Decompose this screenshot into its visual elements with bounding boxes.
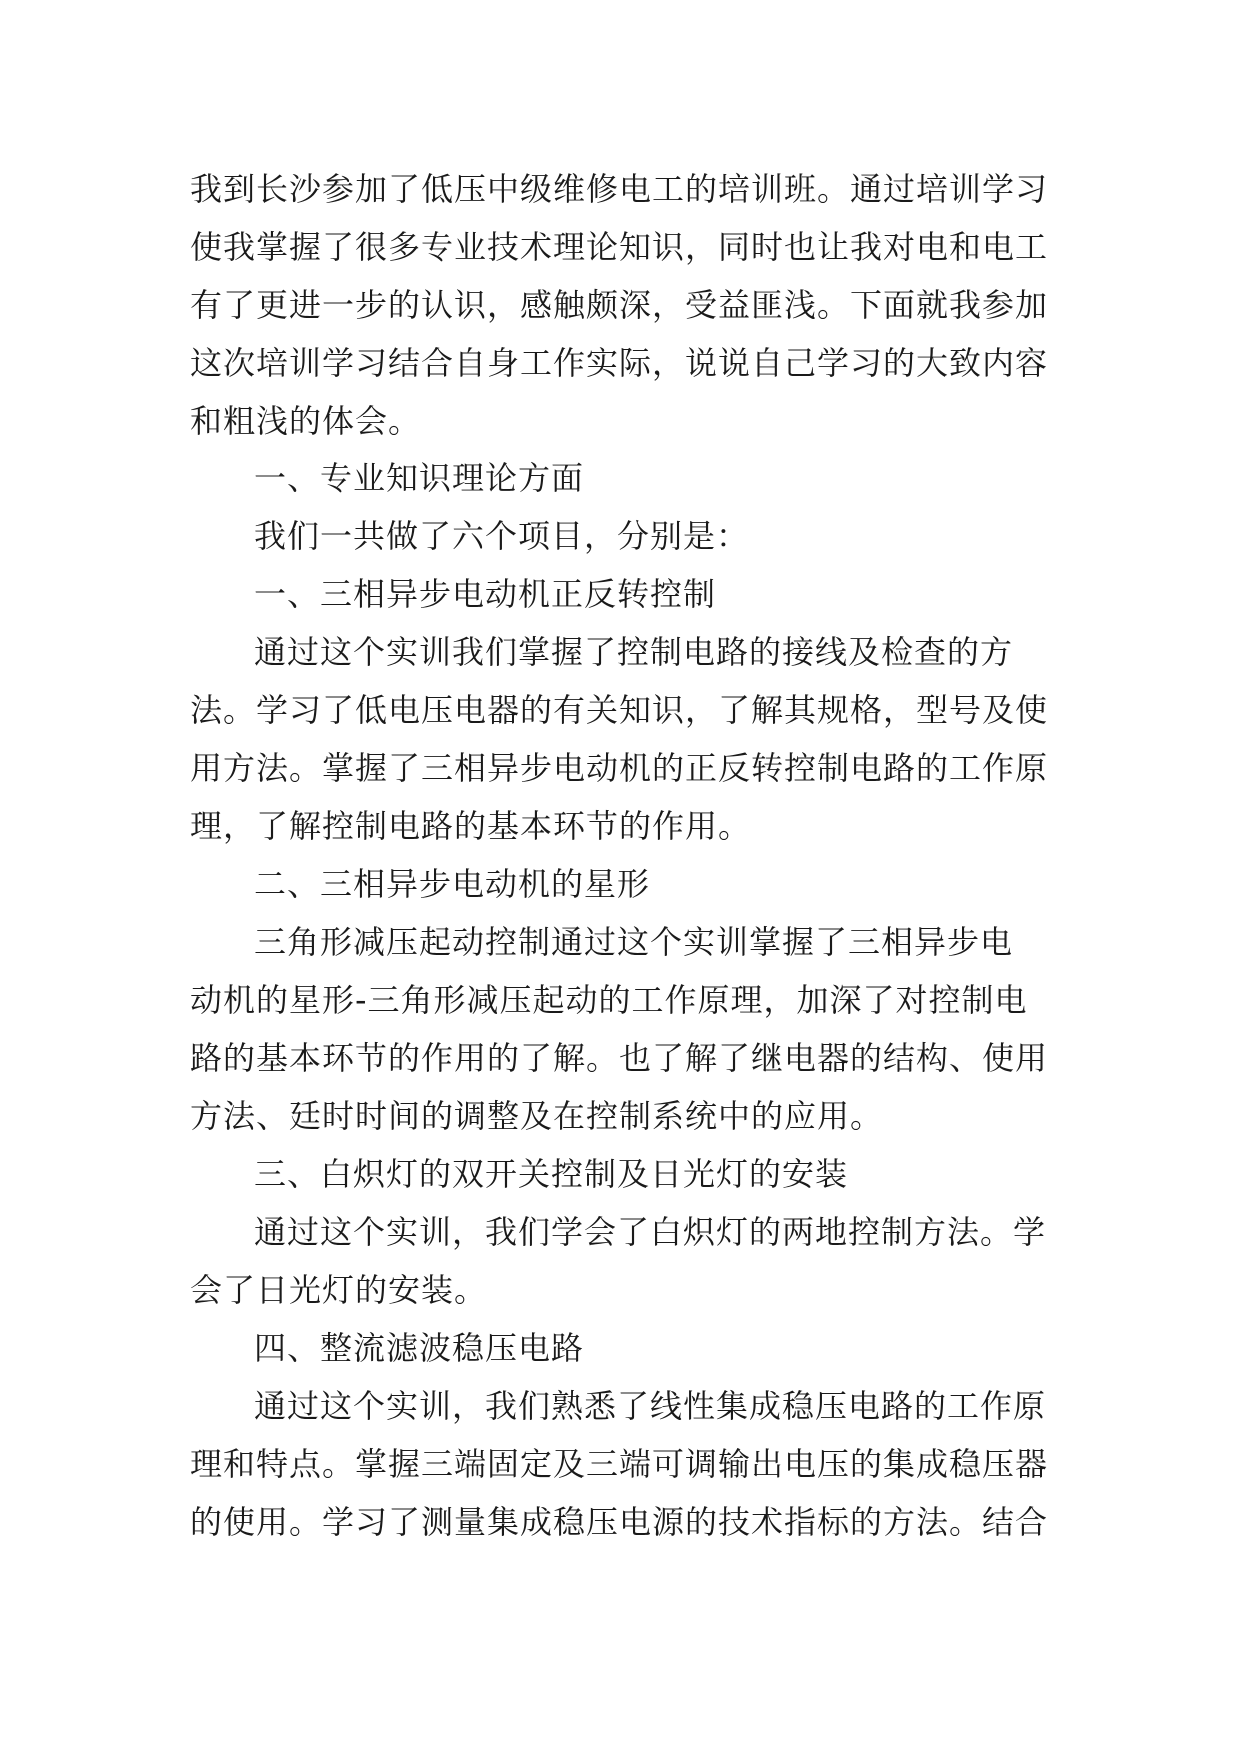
body-text-line: 有了更进一步的认识，感触颇深，受益匪浅。下面就我参加	[190, 286, 1049, 324]
body-text-line: 通过这个实训，我们学会了白炽灯的两地控制方法。学	[254, 1213, 1047, 1251]
body-text-line: 通过这个实训我们掌握了控制电路的接线及检查的方	[254, 633, 1014, 671]
body-text-line: 法。学习了低电压电器的有关知识，了解其规格，型号及使	[190, 691, 1049, 729]
body-text-line: 和粗浅的体会。	[190, 402, 422, 440]
item-heading: 二、三相异步电动机的星形	[254, 865, 651, 903]
body-text-line: 理，了解控制电路的基本环节的作用。	[190, 807, 752, 845]
body-text-line: 使我掌握了很多专业技术理论知识，同时也让我对电和电工	[190, 228, 1049, 266]
section-heading: 一、专业知识理论方面	[254, 459, 585, 497]
body-text-line: 方法、廷时时间的调整及在控制系统中的应用。	[190, 1097, 884, 1135]
body-text-line: 动机的星形-三角形减压起动的工作原理，加深了对控制电	[190, 981, 1028, 1019]
body-text-line: 路的基本环节的作用的了解。也了解了继电器的结构、使用	[190, 1039, 1049, 1077]
body-text-line: 用方法。掌握了三相异步电动机的正反转控制电路的工作原	[190, 749, 1049, 787]
body-text-line: 的使用。学习了测量集成稳压电源的技术指标的方法。结合	[190, 1503, 1049, 1541]
body-text-line: 我到长沙参加了低压中级维修电工的培训班。通过培训学习	[190, 170, 1049, 208]
body-text-line: 三角形减压起动控制通过这个实训掌握了三相异步电	[254, 923, 1014, 961]
item-heading: 一、三相异步电动机正反转控制	[254, 575, 717, 613]
item-heading: 三、白炽灯的双开关控制及日光灯的安装	[254, 1155, 849, 1193]
item-heading: 四、整流滤波稳压电路	[254, 1329, 585, 1367]
body-text-line: 会了日光灯的安装。	[190, 1271, 488, 1309]
body-text-line: 这次培训学习结合自身工作实际，说说自己学习的大致内容	[190, 344, 1049, 382]
body-text-line: 我们一共做了六个项目，分别是：	[254, 517, 750, 555]
body-text-line: 理和特点。掌握三端固定及三端可调输出电压的集成稳压器	[190, 1445, 1049, 1483]
body-text-line: 通过这个实训，我们熟悉了线性集成稳压电路的工作原	[254, 1387, 1047, 1425]
